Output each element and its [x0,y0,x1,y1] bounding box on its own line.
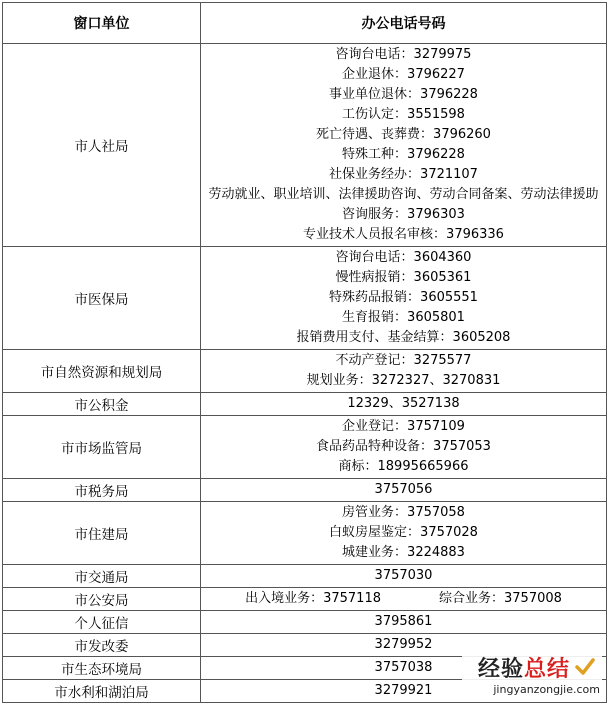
table-row [3,565,607,588]
phone-numbers [201,416,607,479]
department-name: 市住建局 [3,502,201,565]
phone-entry: 3757056 [374,482,433,497]
phone-entry: 事业单位退休：3796228 [329,87,478,102]
department-name: 市医保局 [3,247,201,350]
table-row [3,416,607,479]
table-row [3,350,607,393]
department-name: 市自然资源和规划局 [3,350,201,393]
phone-entry: 城建业务：3224883 [342,545,465,560]
phone-entry: 咨询台电话：3279975 [335,47,472,62]
department-name: 市生态环境局 [3,657,201,680]
watermark [462,652,602,698]
department-name: 市交通局 [3,565,201,588]
phone-entry: 死亡待遇、丧葬费：3796260 [316,127,491,142]
phone-numbers [201,479,607,502]
phone-entry: 3757030 [374,568,433,583]
phone-entry: 不动产登记：3275577 [335,353,472,368]
phone-entry: 特殊药品报销：3605551 [329,290,478,305]
department-name: 市公安局 [3,588,201,611]
phone-numbers [201,393,607,416]
checkmark-logo-icon [574,656,596,678]
phone-entry: 食品药品特种设备：3757053 [316,439,491,454]
phone-entry: 企业退休：3796227 [342,67,465,82]
watermark-title: 经验总结 [477,657,570,682]
header-window-unit: 窗口单位 [3,3,201,44]
phone-numbers [201,611,607,634]
table-row [3,393,607,416]
phone-entry: 12329、3527138 [347,396,460,411]
phone-entry: 生育报销：3605801 [342,310,465,325]
department-name: 个人征信 [3,611,201,634]
department-name: 市公积金 [3,393,201,416]
phone-entry: 报销费用支付、基金结算：3605208 [296,330,511,345]
table-header-row [3,3,607,44]
phone-entry: 咨询台电话：3604360 [335,250,472,265]
phone-entry: 3795861 [374,614,433,629]
phone-numbers [201,247,607,350]
phone-entry: 工伤认定：3551598 [342,107,465,122]
department-name: 市水利和湖泊局 [3,680,201,703]
phone-entry: 3757038 [374,660,433,675]
phone-entry: 专业技术人员报名审核：3796336 [303,227,504,242]
phone-numbers [201,502,607,565]
department-name: 市发改委 [3,634,201,657]
department-name: 市人社局 [3,44,201,247]
phone-numbers [201,588,607,611]
watermark-url: jingyanzongjie.com [493,683,600,696]
table-row [3,588,607,611]
department-name: 市税务局 [3,479,201,502]
table-row [3,611,607,634]
phone-entry: 3279952 [374,637,433,652]
phone-entry: 3279921 [374,683,433,698]
phone-entry: 劳动就业、职业培训、法律援助咨询、劳动合同备案、劳动法律援助咨询服务：3796303 [208,187,599,222]
phone-entry: 社保业务经办：3721107 [329,167,478,182]
phone-entry: 企业登记：3757109 [342,419,465,434]
header-office-phone: 办公电话号码 [201,3,607,44]
phone-directory-table [2,2,607,703]
phone-entry: 出入境业务：3757118 [245,591,381,606]
phone-entry: 综合业务：3757008 [439,591,562,606]
table-row [3,44,607,247]
department-name: 市市场监管局 [3,416,201,479]
table-row [3,502,607,565]
phone-numbers [201,44,607,247]
phone-entry: 白蚁房屋鉴定：3757028 [329,525,478,540]
table-row [3,247,607,350]
phone-entry: 慢性病报销：3605361 [335,270,472,285]
phone-entry: 规划业务：3272327、3270831 [306,373,501,388]
phone-entry: 房管业务：3757058 [342,505,465,520]
table-row [3,479,607,502]
phone-entry: 特殊工种：3796228 [342,147,465,162]
phone-entry: 商标：18995665966 [338,459,469,474]
phone-numbers [201,565,607,588]
phone-numbers [201,350,607,393]
